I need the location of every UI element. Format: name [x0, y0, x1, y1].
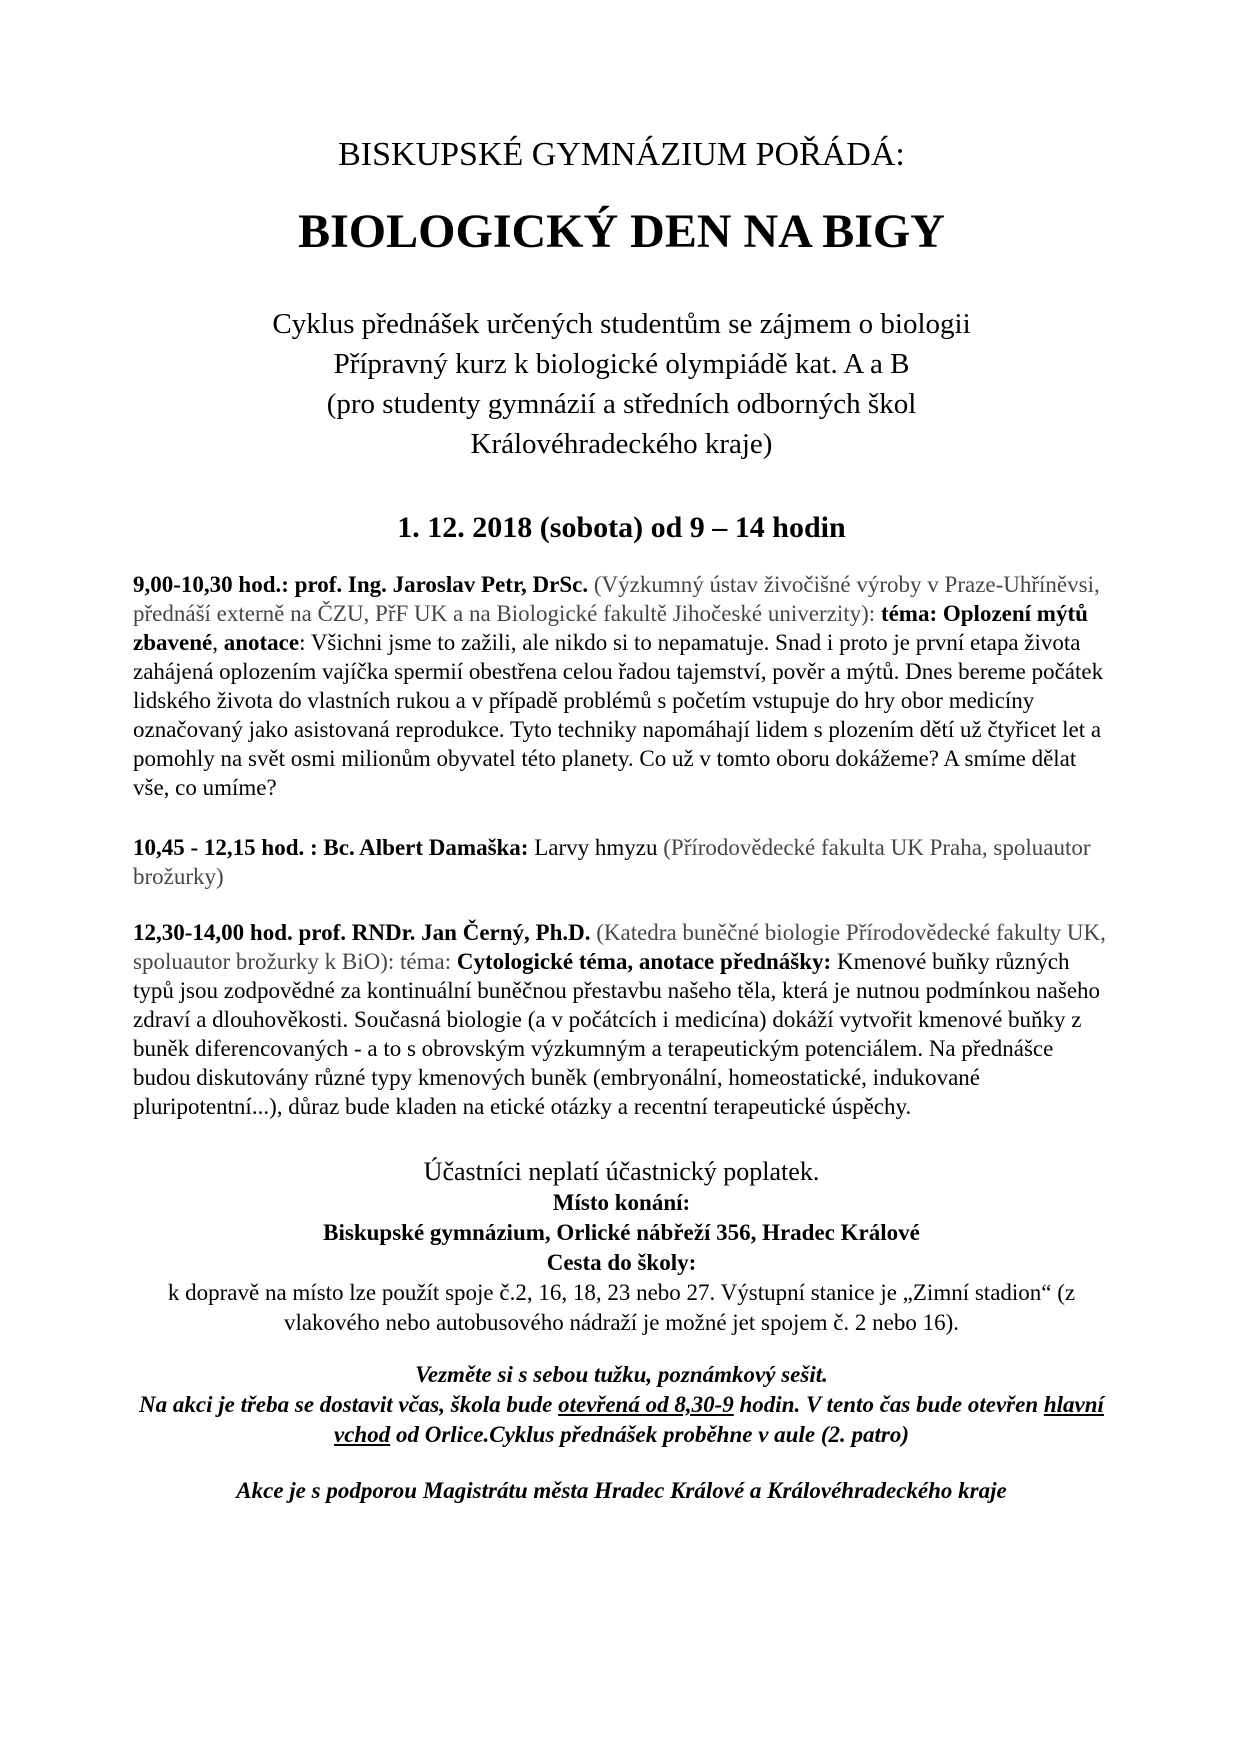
organizer-heading: BISKUPSKÉ GYMNÁZIUM POŘÁDÁ:	[338, 136, 905, 173]
notes-block	[133, 1360, 1110, 1450]
talk-2-time-speaker: 10,45 - 12,15 hod. : Bc. Albert Damaška:	[133, 835, 529, 860]
notes-line-2-segment: od Orlice.Cyklus přednášek proběhne v aule (2. patro)	[390, 1422, 909, 1447]
intro-line-4: Královéhradeckého kraje)	[470, 428, 773, 460]
talk-3-topic: Cytologické téma, anotace přednášky:	[456, 949, 832, 974]
venue-label: Místo konání:	[552, 1190, 691, 1215]
talk-2-paragraph	[133, 833, 1110, 891]
talk-2-topic: Larvy hmyzu	[528, 835, 664, 860]
intro-block	[133, 304, 1110, 464]
talk-1-affiliation: (Výzkumný ústav živočišné výroby v Praze-Uhříněvsi, přednáší externě na ČZU, PřF UK a na Biologické fakultě Jihočeské univerzity):	[133, 572, 1100, 626]
intro-line-1: Cyklus přednášek určených studentům se zájmem o biologii	[272, 308, 971, 340]
talk-3-affiliation: (Katedra buněčné biologie Přírodovědecké fakulty UK, spoluautor brožurky k BiO): téma:	[133, 920, 1106, 974]
venue-address: Biskupské gymnázium, Orlické nábřeží 356, Hradec Králové	[323, 1220, 920, 1245]
talk-1-paragraph	[133, 570, 1110, 802]
talk-3-time-speaker: 12,30-14,00 hod. prof. RNDr. Jan Černý, Ph.D.	[133, 920, 591, 945]
notes-line-2-segment: hodin. V tento čas bude otevřen	[733, 1392, 1044, 1417]
talk-3-paragraph	[133, 918, 1110, 1121]
venue-info-block	[133, 1155, 1110, 1338]
notes-line-2-segment: Na akci je třeba se dostavit včas, škola bude	[139, 1392, 559, 1417]
talk-1-annotation: : Všichni jsme to zažili, ale nikdo si to nepamatuje. Snad i proto je první etapa života zahájená oplozením vajíčka spermií obestřena celou řadou tajemství, pověr a mýtů. Dnes bereme počátek lidského života do vlastních rukou a v případě problémů s početím vstupuje do hry obor medicíny označovaný jako asistovaná reprodukce. Tyto techniky napomáhají lidem s plozením dětí už čtyřicet let a pomohly na svět osmi milionům obyvatel této planety. Co už v tomto oboru dokážeme? A smíme dělat vše, co umíme?	[133, 630, 1104, 800]
talk-1-time-speaker: 9,00-10,30 hod.: prof. Ing. Jaroslav Petr, DrSc.	[133, 572, 589, 597]
fee-note: Účastníci neplatí účastnický poplatek.	[423, 1157, 820, 1186]
talk-2-affiliation: (Přírodovědecké fakulta UK Praha, spoluautor brožurky)	[133, 835, 1091, 889]
talk-3-annotation: Kmenové buňky různých typů jsou zodpovědné za kontinuální buněčnou přestavbu našeho těla, která je nutnou podmínkou našeho zdraví a dlouhověkosti. Současná biologie (a v počátcích i medicína) dokáží vytvořit kmenové buňky z buněk diferencovaných - a to s obrovským výzkumným a terapeutickým potenciálem. Na přednášce budou diskutovány různé typy kmenových buněk (embryonální, homeostatické, indukované pluripotentní...), důraz bude kladen na etické otázky a recentní terapeutické úspěchy.	[133, 949, 1101, 1119]
notes-line-1: Vezměte si s sebou tužku, poznámkový sešit.	[415, 1362, 828, 1387]
notes-underline-opening-hours: otevřená od 8,30-9	[558, 1392, 734, 1417]
intro-line-3: (pro studenty gymnázií a středních odborných škol	[326, 388, 917, 420]
talk-1-separator: ,	[212, 630, 224, 655]
talk-1-topic: téma: Oplození mýtů zbavené	[133, 601, 1088, 655]
intro-line-2: Přípravný kurz k biologické olympiádě kat. A a B	[333, 348, 910, 380]
support-footer: Akce je s podporou Magistrátu města Hradec Králové a Královéhradeckého kraje	[236, 1478, 1007, 1503]
talk-1-annotation-label: anotace	[223, 630, 300, 655]
date-heading: 1. 12. 2018 (sobota) od 9 – 14 hodin	[397, 511, 846, 544]
notes-underline-main-entrance: hlavní vchod	[334, 1392, 1104, 1447]
transport-directions: k dopravě na místo lze použít spoje č.2, 16, 18, 23 nebo 27. Výstupní stanice je „Zimní stadion“ (z vlakového nebo autobusového nádraží je možné jet spojem č. 2 nebo 16).	[167, 1280, 1076, 1335]
event-title: BIOLOGICKÝ DEN NA BIGY	[298, 205, 945, 258]
route-label: Cesta do školy:	[546, 1250, 697, 1275]
notes-line-2	[133, 1390, 1110, 1450]
